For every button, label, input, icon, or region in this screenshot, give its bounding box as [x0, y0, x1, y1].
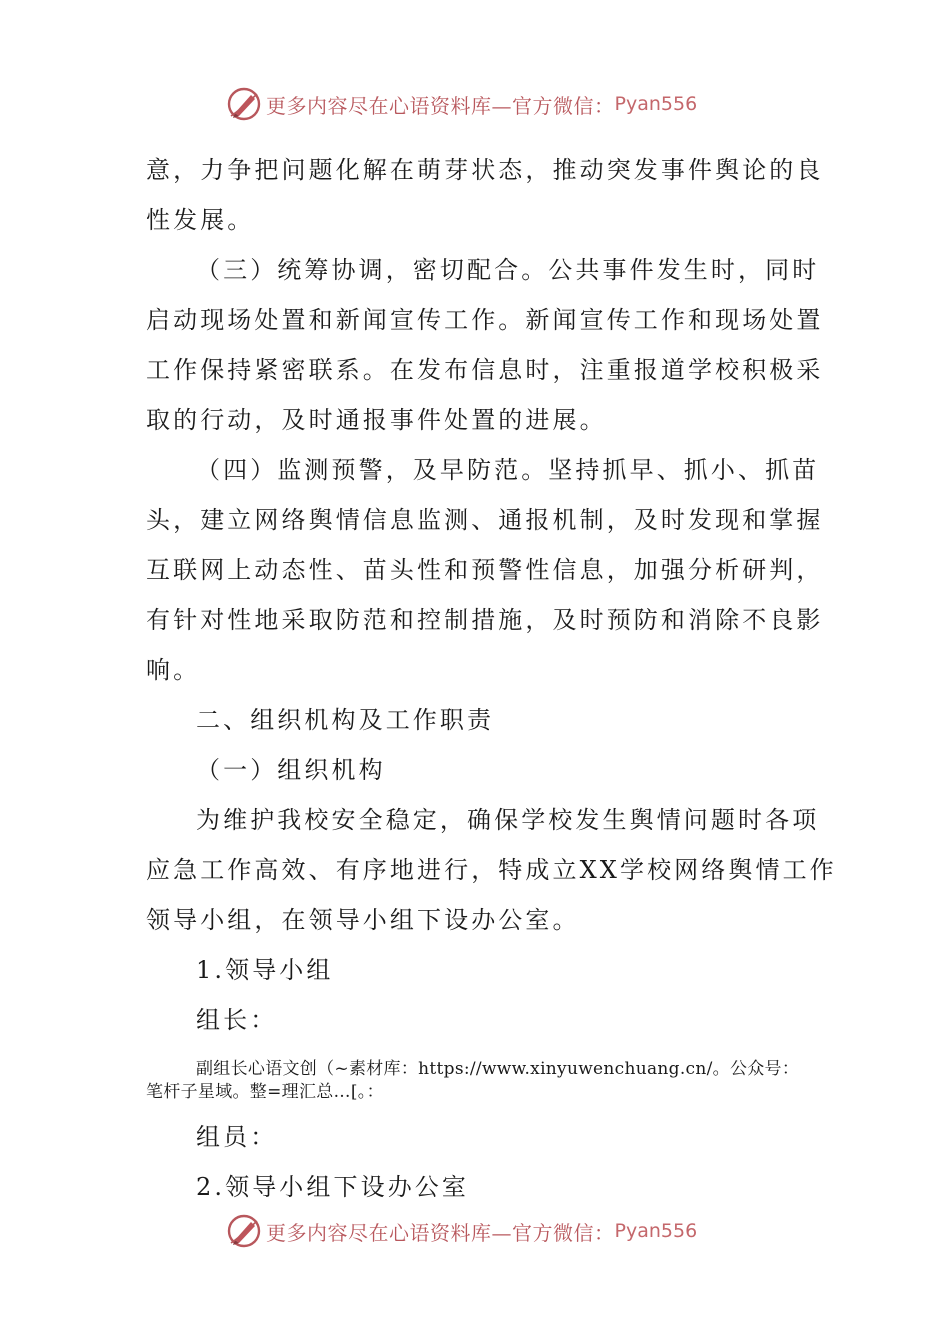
list-item-office: 2.领导小组下设办公室	[196, 1173, 469, 1201]
pen-logo-icon	[226, 1213, 262, 1249]
deputy-line: 副组长心语文创（~素材库：https://www.xinyuwenchuang.cn/。公众号：	[196, 1059, 800, 1079]
paragraph-line: 取的行动，及时通报事件处置的进展。	[146, 406, 607, 434]
banner-brand-text: 更多内容尽在心语资料库—官方微信：	[266, 1220, 615, 1245]
deputy-line: 笔杆子星域。整=理汇总…[。：	[146, 1082, 384, 1102]
section-heading: 二、组织机构及工作职责	[196, 706, 495, 734]
paragraph-line: 头，建立网络舆情信息监测、通报机制，及时发现和掌握	[146, 506, 824, 534]
paragraph-line: （四）监测预警，及早防范。坚持抓早、抓小、抓苗	[196, 456, 820, 484]
members-label: 组员：	[196, 1123, 278, 1151]
paragraph-line: 应急工作高效、有序地进行，特成立XX学校网络舆情工作	[146, 856, 837, 884]
paragraph-line: （三）统筹协调，密切配合。公共事件发生时，同时	[196, 256, 820, 284]
banner-brand-text: 更多内容尽在心语资料库—官方微信：	[266, 93, 615, 118]
leader-label: 组长：	[196, 1006, 278, 1034]
document-body	[146, 145, 837, 1212]
paragraph-line: 性发展。	[146, 206, 255, 234]
header-banner	[226, 84, 746, 124]
paragraph-line: 为维护我校安全稳定，确保学校发生舆情问题时各项	[196, 806, 820, 834]
banner-wechat-id: Pyan556	[614, 1220, 698, 1242]
deputy-leader-note	[146, 1058, 800, 1104]
paragraph-line: 工作保持紧密联系。在发布信息时，注重报道学校积极采	[146, 356, 824, 384]
paragraph-line: 响。	[146, 656, 201, 684]
paragraph-line: 启动现场处置和新闻宣传工作。新闻宣传工作和现场处置	[146, 306, 824, 334]
paragraph-line: 领导小组，在领导小组下设办公室。	[146, 906, 580, 934]
pen-logo-icon	[226, 86, 262, 122]
banner-wechat-id: Pyan556	[614, 93, 698, 115]
list-item-leadership-group: 1.领导小组	[196, 956, 334, 984]
subsection-heading: （一）组织机构	[196, 756, 386, 784]
paragraph-line: 互联网上动态性、苗头性和预警性信息，加强分析研判，	[146, 556, 824, 584]
footer-banner	[226, 1211, 746, 1251]
paragraph-line: 有针对性地采取防范和控制措施，及时预防和消除不良影	[146, 606, 824, 634]
paragraph-line: 意，力争把问题化解在萌芽状态，推动突发事件舆论的良	[146, 156, 824, 184]
